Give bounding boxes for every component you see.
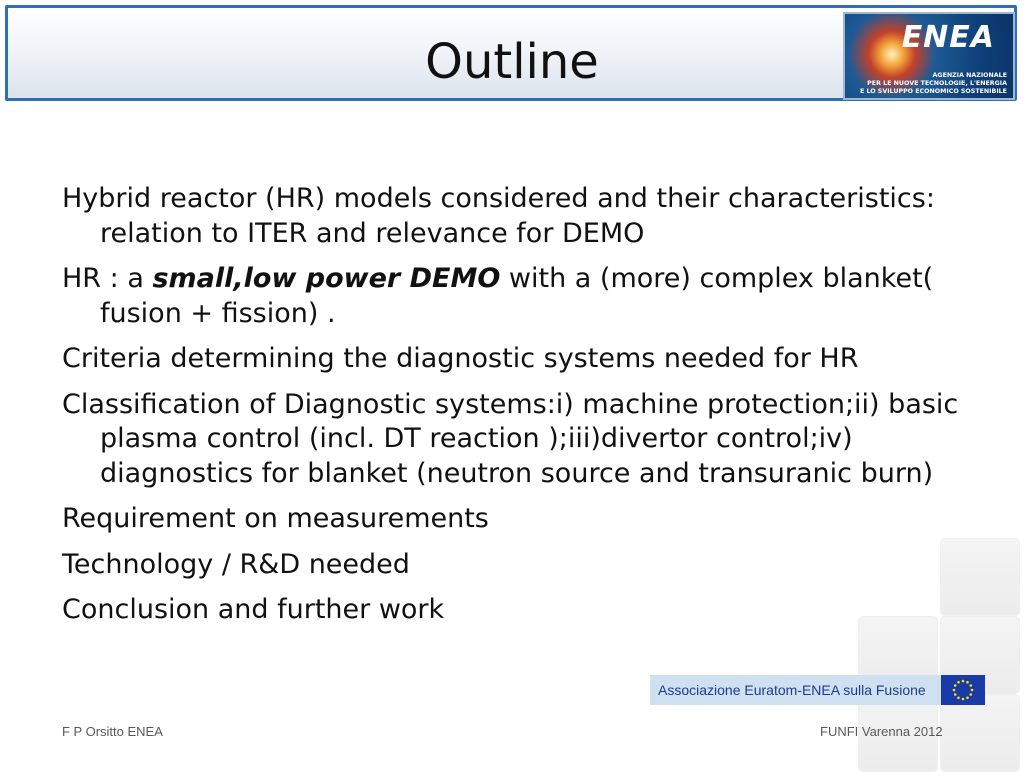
euratom-banner-text: Associazione Euratom-ENEA sulla Fusione xyxy=(658,682,926,698)
outline-item-emphasis: small,low power DEMO xyxy=(152,263,501,294)
tile xyxy=(940,694,1020,772)
logo-subtitle-line: E LO SVILUPPO ECONOMICO SOSTENIBILE xyxy=(859,88,1007,95)
eu-flag-icon xyxy=(941,675,985,705)
footer-author: F P Orsitto ENEA xyxy=(62,724,163,739)
outline-item-prefix: HR : a xyxy=(62,263,153,294)
outline-item-suffix: with a (more) complex blanket( fusion + fission) . xyxy=(100,263,934,329)
footer-event: FUNFI Varenna 2012 xyxy=(820,724,943,739)
enea-logo xyxy=(843,12,1015,100)
euratom-banner xyxy=(650,675,985,705)
logo-wordmark: ENEA xyxy=(901,20,995,55)
logo-subtitle-line: AGENZIA NAZIONALE xyxy=(932,72,1007,79)
outline-item-requirement: Requirement on measurements xyxy=(62,503,489,534)
outline-item-criteria: Criteria determining the diagnostic systems needed for HR xyxy=(62,343,859,374)
slide-title: Outline xyxy=(425,34,599,90)
outline-list xyxy=(62,182,962,639)
outline-item-technology: Technology / R&D needed xyxy=(62,548,410,580)
outline-item-classification: Classification of Diagnostic systems:i) machine protection;ii) basic plasma control (incl. DT reaction );iii)divertor control;iv) diagnostics for blanket (neutron source and transuranic burn) xyxy=(62,388,959,489)
logo-subtitle xyxy=(843,72,1007,96)
outline-item-hybrid-models: Hybrid reactor (HR) models considered and their characteristics: relation to ITER and relevance for DEMO xyxy=(62,183,935,249)
outline-item-conclusion: Conclusion and further work xyxy=(62,594,445,625)
outline-item-small-demo xyxy=(62,262,962,331)
logo-subtitle-line: PER LE NUOVE TECNOLOGIE, L'ENERGIA xyxy=(867,80,1007,87)
